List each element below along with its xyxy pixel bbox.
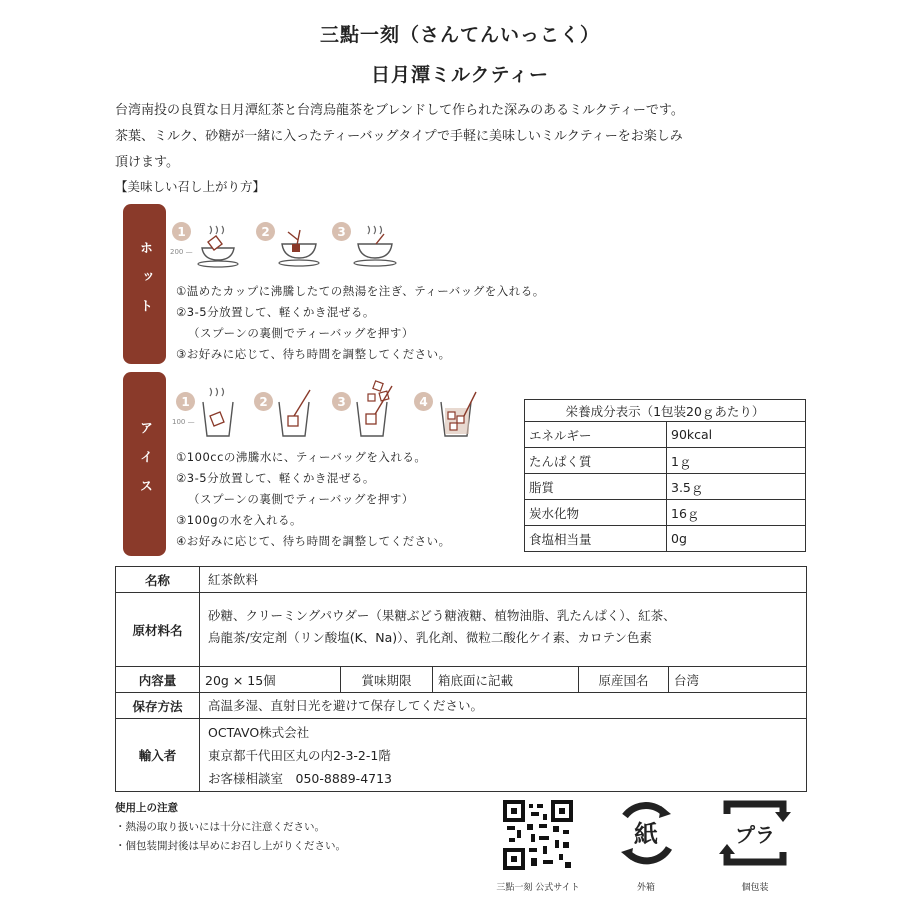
ice-step-number: 4 bbox=[414, 392, 433, 411]
importer-line: お客様相談室 050-8889-4713 bbox=[208, 771, 393, 786]
nutrition-value: 0g bbox=[667, 526, 806, 552]
nutrition-value: 90kcal bbox=[667, 422, 806, 448]
plastic-recycle-mark bbox=[710, 796, 800, 900]
table-row bbox=[116, 719, 806, 791]
nutrition-title: 栄養成分表示（1包装20ｇあたり） bbox=[525, 400, 806, 422]
intro-line: 茶葉、ミルク、砂糖が一緒に入ったティーバッグタイプで手軽に美味しいミルクティーをお楽しみ bbox=[115, 129, 683, 144]
nutrition-value: 16ｇ bbox=[667, 500, 806, 526]
ice-tab: アイス bbox=[123, 372, 166, 556]
usage-notes bbox=[115, 799, 346, 856]
nutrition-label: エネルギー bbox=[525, 422, 667, 448]
nutrition-label: 食塩相当量 bbox=[525, 526, 667, 552]
table-row bbox=[116, 667, 806, 693]
ingredients-line: 烏龍茶/安定剤（リン酸塩(K、Na)）、乳化剤、微粒二酸化ケイ素、カロテン色素 bbox=[208, 630, 652, 645]
nutrition-label: たんぱく質 bbox=[525, 448, 667, 474]
ice-step-number: 1 bbox=[176, 392, 195, 411]
hot-step-text: ①温めたカップに沸騰したての熱湯を注ぎ、ティーバッグを入れる。 bbox=[176, 284, 545, 298]
qr-code-icon[interactable] bbox=[503, 800, 573, 870]
ice-step-text: （スプーンの裏側でティーバッグを押す） bbox=[188, 492, 414, 506]
nutrition-value: 1ｇ bbox=[667, 448, 806, 474]
expiry-value: 箱底面に記載 bbox=[432, 667, 578, 692]
ice-step-text: ③100gの水を入れる。 bbox=[176, 513, 303, 527]
note-item: ・熱湯の取り扱いには十分に注意ください。 bbox=[115, 821, 325, 833]
hot-step-number: 1 bbox=[172, 222, 191, 241]
brand-title: 三點一刻（さんてんいっこく） bbox=[319, 24, 600, 46]
ice-glass-ice-cubes-icon bbox=[352, 380, 398, 438]
hot-step-text: ③お好みに応じて、待ち時間を調整してください。 bbox=[176, 347, 451, 361]
hot-instructions bbox=[176, 281, 545, 365]
ice-glass-teabag-icon bbox=[274, 386, 318, 438]
ice-instructions bbox=[176, 447, 451, 552]
intro-text bbox=[115, 98, 805, 176]
table-row bbox=[116, 567, 806, 593]
ice-step-text: ④お好みに応じて、待ち時間を調整してください。 bbox=[176, 534, 451, 548]
table-row bbox=[525, 474, 806, 500]
note-item: ・個包装開封後は早めにお召し上がりください。 bbox=[115, 840, 346, 852]
ice-step-text: ①100ccの沸騰水に、ティーバッグを入れる。 bbox=[176, 450, 427, 464]
paper-symbol: 紙 bbox=[634, 820, 658, 848]
hot-volume-mark: 200 — bbox=[170, 248, 193, 256]
qr-mark bbox=[488, 800, 588, 900]
intro-line: 台湾南投の良質な日月潭紅茶と台湾烏龍茶をブレンドして作られた深みのあるミルクティーです。 bbox=[115, 103, 684, 118]
importer-value bbox=[208, 721, 798, 790]
nutrition-value: 3.5ｇ bbox=[667, 474, 806, 500]
ice-glass-ready-icon bbox=[436, 386, 480, 440]
table-row bbox=[116, 593, 806, 667]
ingredients-label: 原材料名 bbox=[116, 593, 200, 666]
origin-label: 原産国名 bbox=[578, 667, 668, 692]
nutrition-label: 脂質 bbox=[525, 474, 667, 500]
table-row bbox=[116, 693, 806, 719]
importer-label: 輸入者 bbox=[116, 719, 200, 791]
plastic-symbol: プラ bbox=[735, 823, 775, 847]
hot-step-number: 3 bbox=[332, 222, 351, 241]
ingredients-line: 砂糖、クリーミングパウダー（果糖ぶどう糖液糖、植物油脂、乳たんぱく）、紅茶、 bbox=[208, 608, 676, 623]
content-value: 20g × 15個 bbox=[205, 672, 276, 688]
name-label: 名称 bbox=[116, 567, 200, 592]
intro-line: 頂けます。 bbox=[115, 155, 179, 170]
plastic-recycle-icon bbox=[717, 798, 793, 868]
ice-step-number: 2 bbox=[254, 392, 273, 411]
product-title: 日月潭ミルクティー bbox=[370, 64, 550, 86]
content-label: 内容量 bbox=[116, 667, 200, 692]
table-row bbox=[525, 422, 806, 448]
name-value: 紅茶飲料 bbox=[208, 572, 259, 587]
howto-heading: 【美味しい召し上がり方】 bbox=[115, 179, 266, 194]
ice-volume-mark: 100 — bbox=[172, 418, 195, 426]
ice-glass-steam-icon bbox=[198, 386, 238, 438]
product-info-table bbox=[115, 566, 807, 792]
hot-cup-ready-icon bbox=[352, 222, 400, 268]
nutrition-label: 炭水化物 bbox=[525, 500, 667, 526]
plastic-caption: 個包装 bbox=[741, 883, 769, 893]
table-row bbox=[525, 526, 806, 552]
nutrition-table bbox=[524, 399, 806, 552]
hot-step-text: （スプーンの裏側でティーバッグを押す） bbox=[188, 326, 414, 340]
hot-tab: ホット bbox=[123, 204, 166, 364]
ingredients-value bbox=[208, 605, 798, 649]
ice-step-text: ②3-5分放置して、軽くかき混ぜる。 bbox=[176, 471, 375, 485]
storage-label: 保存方法 bbox=[116, 693, 200, 718]
paper-caption: 外箱 bbox=[636, 883, 655, 893]
table-row bbox=[525, 500, 806, 526]
importer-line: OCTAVO株式会社 bbox=[208, 725, 310, 740]
paper-recycle-mark bbox=[606, 796, 686, 900]
importer-line: 東京都千代田区丸の内2-3-2-1階 bbox=[208, 748, 391, 763]
storage-value: 高温多湿、直射日光を避けて保存してください。 bbox=[208, 698, 484, 713]
notes-heading: 使用上の注意 bbox=[115, 802, 178, 814]
ice-step-number: 3 bbox=[332, 392, 351, 411]
expiry-label: 賞味期限 bbox=[340, 667, 432, 692]
origin-value: 台湾 bbox=[668, 667, 805, 692]
hot-step-number: 2 bbox=[256, 222, 275, 241]
qr-caption: 三點一刻 公式サイト bbox=[496, 883, 580, 893]
table-row bbox=[525, 448, 806, 474]
hot-cup-steam-icon bbox=[196, 222, 242, 268]
paper-recycle-icon bbox=[611, 798, 681, 868]
hot-step-text: ②3-5分放置して、軽くかき混ぜる。 bbox=[176, 305, 375, 319]
hot-cup-teabag-icon bbox=[278, 228, 322, 268]
